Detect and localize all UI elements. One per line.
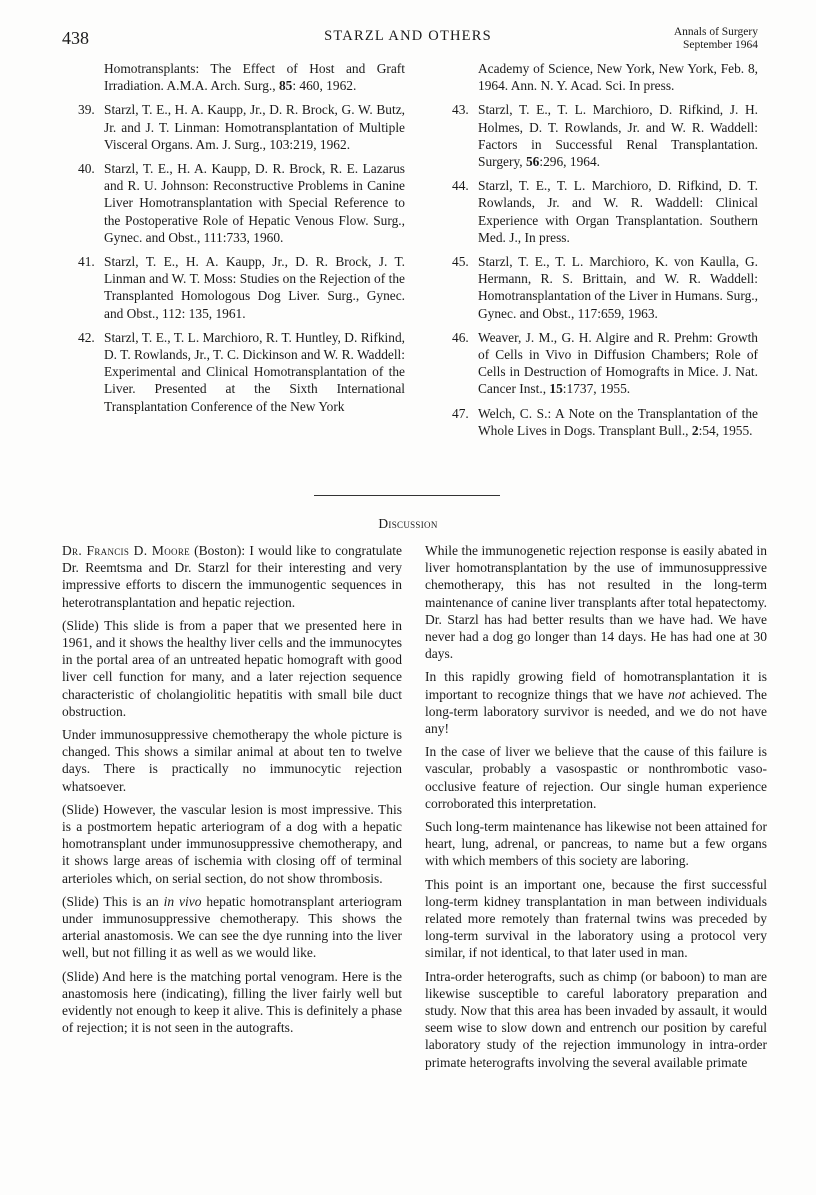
paragraph: Intra-order heterografts, such as chimp (or baboon) to man are likewise susceptible to careful laboratory preparation and study. Now that this area has been invaded by assault, it would seem wise to slow down and entrench our position by careful laboratory study of the rejection immunology in intra-order primate heterografts involving the several available primate	[425, 968, 767, 1070]
reference-item: 40. Starzl, T. E., H. A. Kaupp, D. R. Brock, R. E. Lazarus and R. U. Johnson: Reconstructive Problems in Canine Liver Homotransplantation with Special Reference to the Postoperative Role of Hepatic Venous Flow. Surg., Gynec. and Obst., 111:733, 1960.	[78, 161, 405, 245]
paragraph: Dr. Francis D. Moore (Boston): I would like to congratulate Dr. Reemtsma and Dr. Starzl for their interesting and very impressive efforts to discern the immunogentic sequences in heterotransplantation and hepatic rejection.	[62, 543, 402, 610]
reference-item: 39. Starzl, T. E., H. A. Kaupp, Jr., D. R. Brock, G. W. Butz, Jr. and J. T. Linman: Homotransplantation of Multiple Visceral Organs. Am. J. Surg., 103:219, 1962.	[78, 102, 405, 152]
reference-item: 42. Starzl, T. E., T. L. Marchioro, R. T. Huntley, D. Rifkind, D. T. Rowlands, Jr., T. C. Dickinson and W. R. Waddell: Experimental and Clinical Homotransplantation of the Liver. Presented at the Sixth International Transplantation Conference of the New York	[78, 329, 405, 414]
reference-item: 45. Starzl, T. E., T. L. Marchioro, K. von Kaulla, G. Hermann, R. S. Brittain, and W. R. Waddell: Homotransplantation of the Liver in Humans. Surg., Gynec. and Obst., 117:659, 1963.	[452, 254, 758, 321]
reference-item: 41. Starzl, T. E., H. A. Kaupp, Jr., D. R. Brock, J. T. Linman and W. T. Moss: Studies on the Rejection of the Transplanted Homologous Dog Liver. Surg., Gynec. and Obst., 112: 135, 1961.	[78, 254, 405, 321]
paragraph: While the immunogenetic rejection response is easily abated in liver homotransplantation by the use of immunosuppressive chemotherapy, this has not resulted in the long-term maintenance of canine liver transplants after total hepatectomy. Dr. Starzl has had better results than we have had. We have never had a dog go longer than 14 days. He has had one at 30 days.	[425, 543, 767, 662]
references-left	[78, 60, 405, 422]
paragraph: (Slide) This slide is from a paper that we presented here in 1961, and it shows the healthy liver cells and the immunocytes in the portal area of an untreated hepatic homograft with good liver cell function for many, and a later rejection sequence characteristic of cholangiolitic hepatitis with small bile duct obstruction.	[62, 617, 402, 719]
reference-item: Academy of Science, New York, New York, Feb. 8, 1964. Ann. N. Y. Acad. Sci. In press.	[478, 61, 758, 94]
running-title: STARZL AND OTHERS	[324, 28, 492, 44]
reference-item: 43. Starzl, T. E., T. L. Marchioro, D. Rifkind, J. H. Holmes, D. T. Rowlands, Jr. and W. R. Waddell: Factors in Successful Renal Transplantation. Surgery, 56:296, 1964.	[452, 102, 758, 170]
paragraph: This point is an important one, because the first successful long-term kidney transplantation in man between individuals related more remotely than fraternal twins was preceded by long-term survival in the laboratory using a protocol very similar, if not identical, to that later used in man.	[425, 876, 767, 961]
paragraph: In the case of liver we believe that the cause of this failure is vascular, probably a vasospastic or nonthrombotic vaso-occlusive feature of rejection. Our single human experience corroborated this interpretation.	[425, 744, 767, 811]
issue-date: September 1964	[682, 39, 758, 51]
discussion-right	[425, 542, 767, 1077]
references-right	[452, 60, 758, 446]
reference-item: 46. Weaver, J. M., G. H. Algire and R. Prehm: Growth of Cells in Vivo in Diffusion Chambers; Role of Cells in Destruction of Homografts in Mice. J. Nat. Cancer Inst., 15:1737, 1955.	[452, 329, 758, 397]
paragraph: (Slide) This is an in vivo hepatic homotransplant arteriogram under immunosuppressive chemotherapy. This shows the arterial anastomosis. We can see the dye running into the liver well, but not filling it as well as we would like.	[62, 893, 402, 961]
discussion-heading: Discussion	[378, 516, 438, 531]
reference-item: 44. Starzl, T. E., T. L. Marchioro, D. Rifkind, D. T. Rowlands, Jr. and W. R. Waddell: Clinical Experience with Organ Transplantation. Southern Med. J., In press.	[452, 178, 758, 245]
reference-item: 47. Welch, C. S.: A Note on the Transplantation of the Whole Lives in Dogs. Transplant Bull., 2:54, 1955.	[452, 405, 758, 438]
paragraph: Under immunosuppressive chemotherapy the whole picture is changed. This shows a similar animal at about ten to twelve days. There is practically no immunocytic rejection whatsoever.	[62, 727, 402, 794]
journal-name: Annals of Surgery	[673, 26, 758, 38]
paragraph: (Slide) And here is the matching portal venogram. Here is the anastomosis here (indicating), filling the liver fairly well but evidently not enough to keep it alive. This is definitely a phase of rejection; it is not seen in the autografts.	[62, 968, 402, 1036]
reference-item: Homotransplants: The Effect of Host and Graft Irradiation. A.M.A. Arch. Surg., 85: 460, 1962.	[104, 61, 405, 94]
journal-info	[674, 26, 758, 52]
section-divider	[314, 495, 500, 496]
speaker-name: Dr. Francis D. Moore	[62, 543, 190, 558]
page-number: 438	[62, 28, 89, 48]
discussion-left	[62, 542, 402, 1042]
paragraph: Such long-term maintenance has likewise not been attained for heart, lung, adrenal, or pancreas, to name but a few organs with which members of this society are laboring.	[425, 819, 767, 869]
paragraph: In this rapidly growing field of homotransplantation it is important to recognize things that we have not achieved. The long-term laboratory survivor is needed, and we do not have any!	[425, 669, 767, 737]
paragraph: (Slide) However, the vascular lesion is most impressive. This is a postmortem hepatic arteriogram of a dog with a hepatic homotransplant under immunosuppressive chemotherapy, and it shows large areas of ischemia with closing off of terminal arterioles which, on serial section, do not show thrombosis.	[62, 801, 402, 886]
